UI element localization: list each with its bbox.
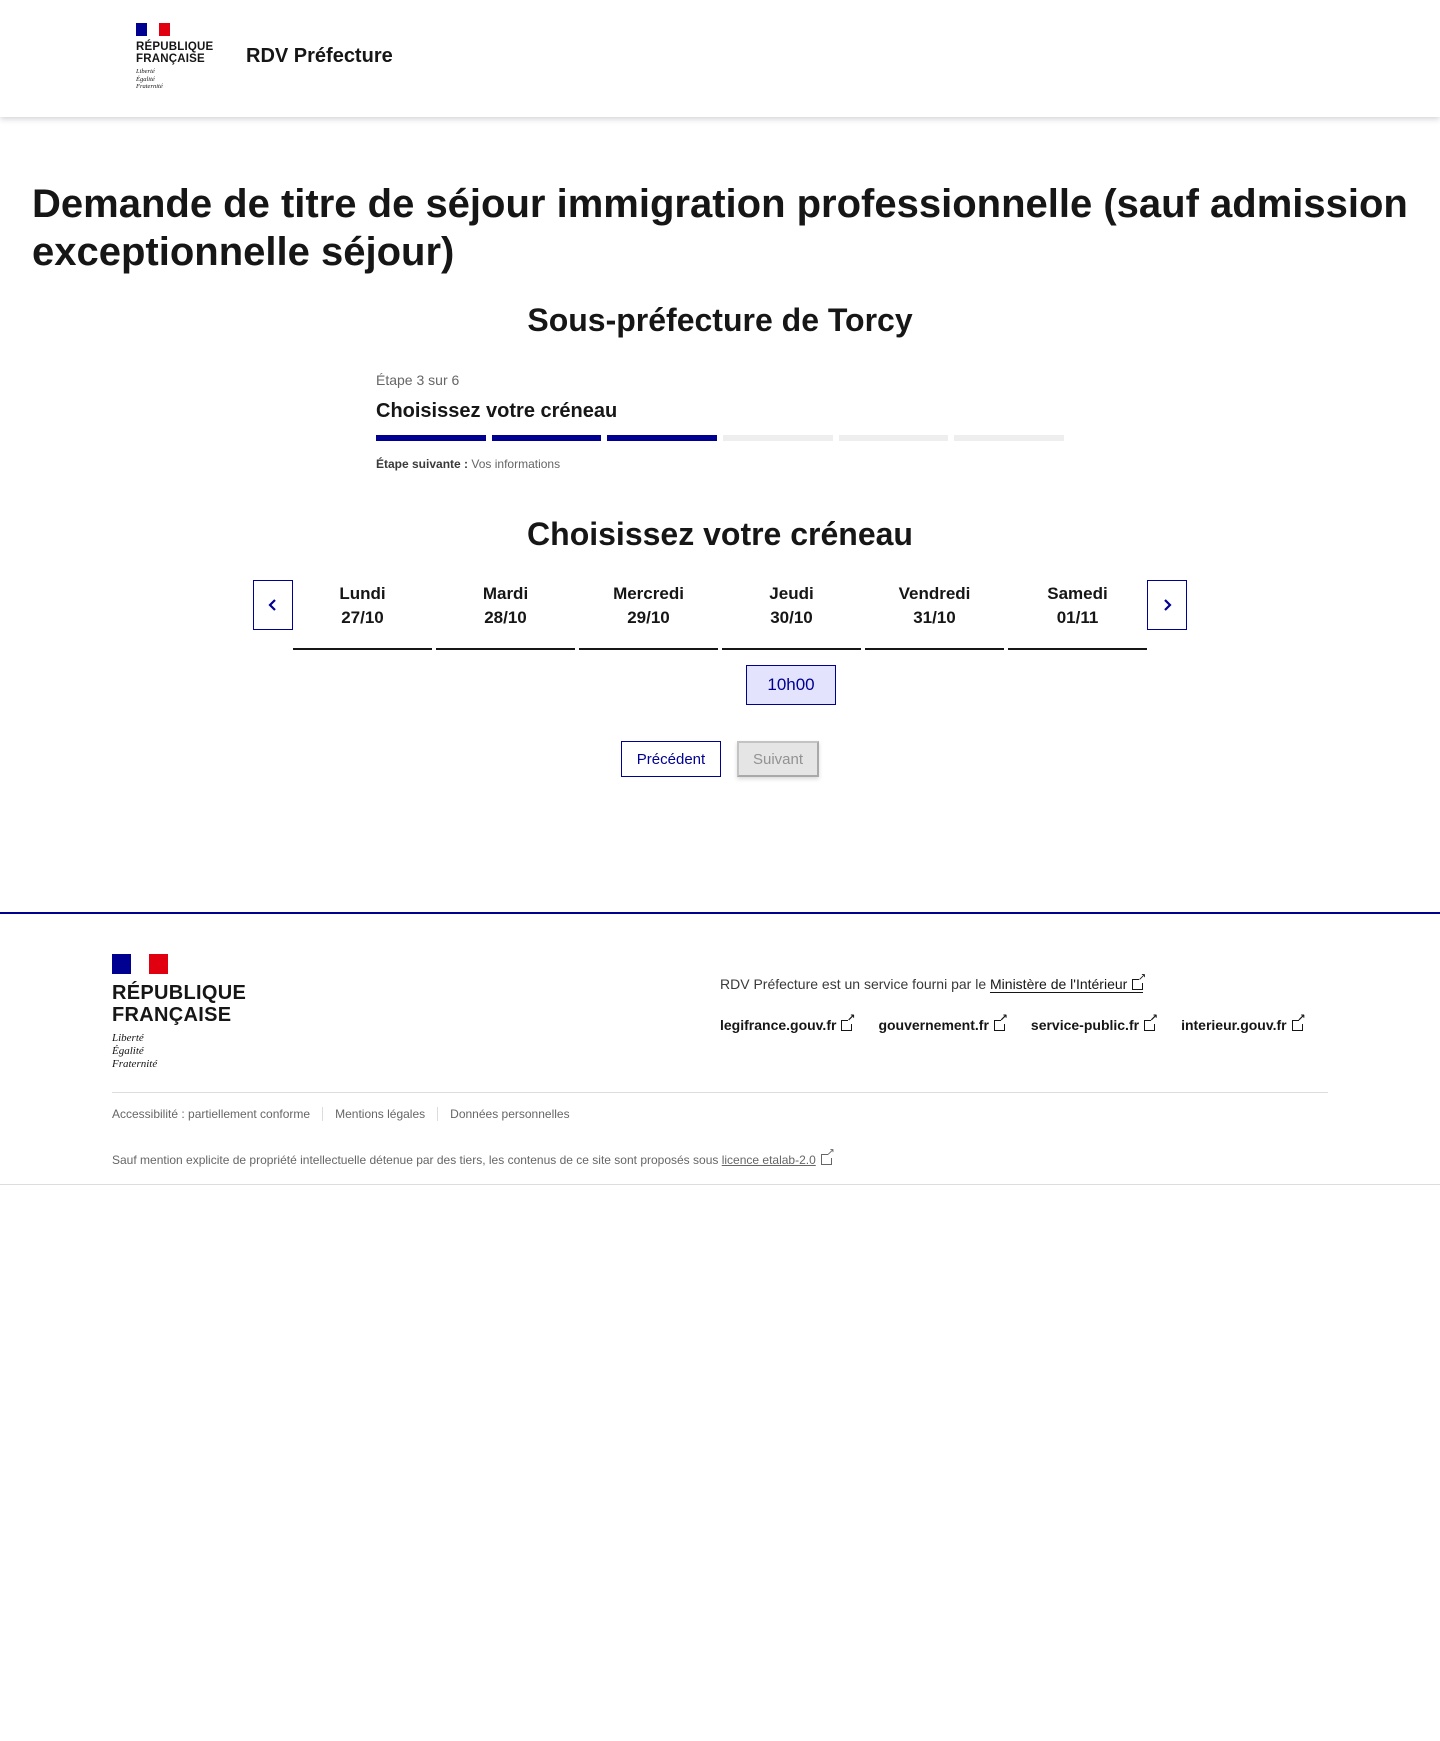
french-flag-icon	[136, 23, 170, 36]
day-column	[1008, 580, 1147, 650]
republique-francaise-logo[interactable]	[136, 23, 226, 95]
step-bar	[607, 435, 717, 441]
day-date: 01/11	[1056, 608, 1099, 627]
interieur-link[interactable]: interieur.gouv.fr↗	[1181, 1017, 1303, 1033]
day-date: 30/10	[770, 608, 813, 627]
external-link-icon	[1144, 1020, 1155, 1031]
step-bar	[839, 435, 949, 441]
prefecture-title: Sous-préfecture de Torcy	[527, 302, 913, 338]
ministere-interieur-link[interactable]: Ministère de l'Intérieur↗	[990, 976, 1143, 993]
footer-licence	[112, 1153, 832, 1167]
day-date: 29/10	[627, 608, 670, 627]
chevron-left-icon	[266, 598, 280, 612]
slot-heading: Choisissez votre créneau	[527, 516, 913, 552]
step-bar	[492, 435, 602, 441]
page-title: Demande de titre de séjour immigration professionnelle (sauf admission exceptionnelle séjour)	[32, 182, 1408, 274]
day-name: Samedi	[1047, 584, 1108, 603]
footer-external-links	[720, 1017, 1303, 1033]
day-name: Vendredi	[898, 584, 971, 603]
gouvernement-link[interactable]: gouvernement.fr↗	[878, 1017, 1004, 1033]
footer-bottom-links	[112, 1107, 582, 1121]
step-next	[376, 457, 1064, 471]
footer-logo-text: RÉPUBLIQUE FRANÇAISE	[112, 982, 247, 1026]
previous-button[interactable]: Précédent	[621, 741, 721, 777]
day-column	[579, 580, 718, 650]
footer-logo-motto: Liberté Égalité Fraternité	[112, 1032, 158, 1070]
personal-data-link[interactable]: Données personnelles	[437, 1107, 581, 1121]
stepper	[376, 372, 1064, 471]
accessibility-link[interactable]: Accessibilité : partiellement conforme	[112, 1107, 311, 1121]
licence-link[interactable]: licence etalab-2.0↗	[722, 1153, 832, 1167]
service-title[interactable]: RDV Préfecture	[246, 45, 393, 67]
logo-motto: Liberté Égalité Fraternité	[136, 68, 163, 90]
footer-desc-text: RDV Préfecture est un service fourni par le	[720, 976, 987, 992]
day-name: Jeudi	[769, 584, 814, 603]
step-title: Choisissez votre créneau	[376, 400, 618, 422]
external-link-icon	[841, 1020, 852, 1031]
external-link-icon	[821, 1154, 832, 1165]
site-header	[0, 0, 1440, 117]
external-link-icon	[1132, 979, 1143, 990]
next-week-button[interactable]	[1147, 580, 1187, 630]
step-state: Étape 3 sur 6	[376, 372, 460, 388]
day-date: 31/10	[913, 608, 956, 627]
step-bar	[723, 435, 833, 441]
step-next-label: Étape suivante :	[376, 457, 469, 471]
day-column	[722, 580, 861, 650]
day-name: Lundi	[339, 584, 386, 603]
step-bar	[376, 435, 486, 441]
day-name: Mercredi	[613, 584, 684, 603]
footer-description	[720, 976, 1143, 992]
licence-text: Sauf mention explicite de propriété intellectuelle détenue par des tiers, les contenus de ce site sont proposés sous	[112, 1153, 719, 1167]
day-column	[436, 580, 575, 650]
external-link-icon	[1292, 1020, 1303, 1031]
day-name: Mardi	[482, 584, 529, 603]
step-bar	[954, 435, 1064, 441]
footer-divider	[112, 1092, 1328, 1093]
chevron-right-icon	[1160, 598, 1174, 612]
external-link-icon	[994, 1020, 1005, 1031]
french-flag-icon	[112, 954, 168, 974]
logo-text: RÉPUBLIQUE FRANÇAISE	[136, 41, 214, 65]
previous-week-button[interactable]	[253, 580, 293, 630]
day-column	[293, 580, 432, 650]
day-date: 27/10	[341, 608, 384, 627]
time-slot-button[interactable]: 10h00	[746, 665, 836, 705]
step-progress	[376, 435, 1064, 441]
legifrance-link[interactable]: legifrance.gouv.fr↗	[720, 1017, 852, 1033]
day-column	[865, 580, 1004, 650]
footer-republique-francaise-logo[interactable]	[112, 954, 246, 1071]
service-public-link[interactable]: service-public.fr↗	[1031, 1017, 1155, 1033]
next-button[interactable]: Suivant	[737, 741, 819, 777]
day-columns	[293, 580, 1147, 650]
site-footer	[0, 912, 1440, 1185]
step-next-value: Vos informations	[471, 457, 561, 471]
legal-notice-link[interactable]: Mentions légales	[322, 1107, 437, 1121]
day-date: 28/10	[484, 608, 527, 627]
